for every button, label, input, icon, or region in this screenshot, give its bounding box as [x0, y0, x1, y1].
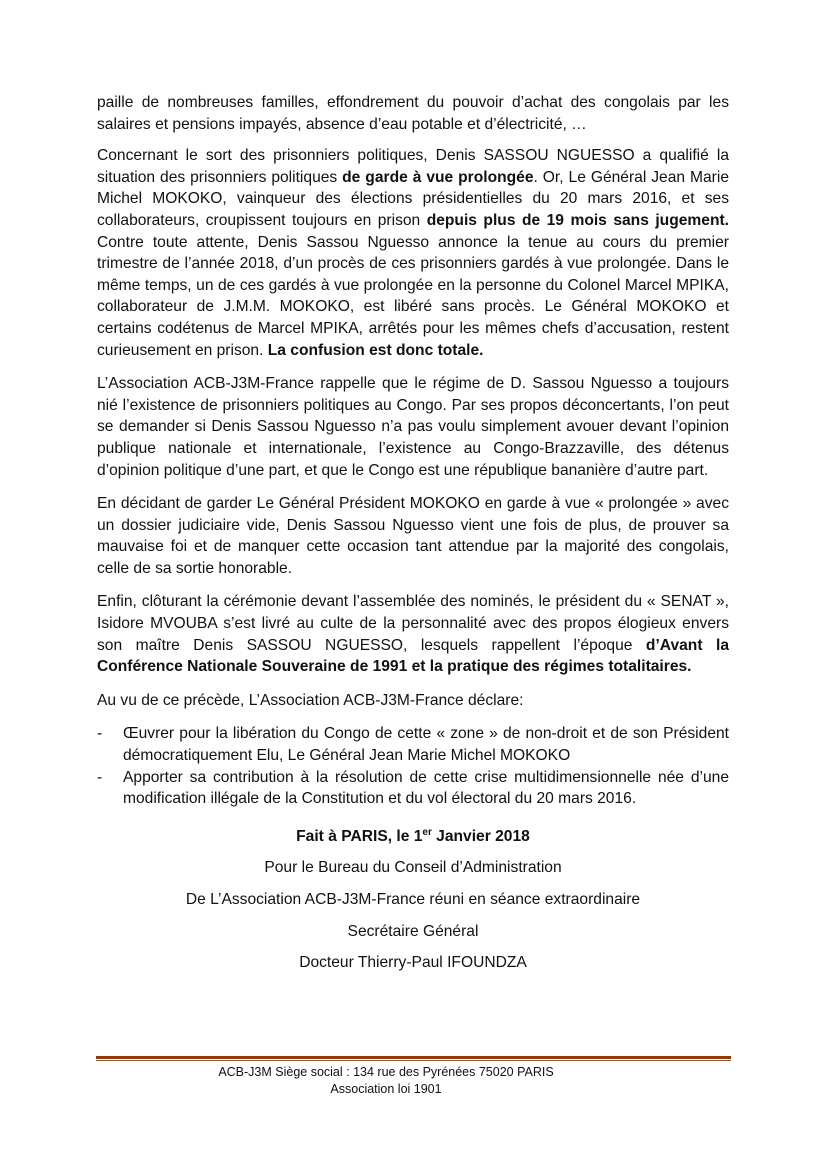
list-item — [97, 767, 729, 810]
signature-title: Secrétaire Général — [347, 922, 479, 940]
paragraph-declaration-intro: Au vu de ce précède, L’Association ACB-J3M-France déclare: — [97, 691, 524, 709]
list-item — [97, 723, 729, 766]
signatory-name: Docteur Thierry-Paul IFOUNDZA — [299, 954, 527, 972]
dash-bullet-icon: - — [97, 725, 103, 743]
dash-bullet-icon: - — [97, 768, 103, 786]
footer-rule-thin — [96, 1060, 731, 1061]
document-body — [97, 92, 729, 984]
paragraph-political-prisoners — [97, 145, 729, 361]
bold-text: d’Avant la Conférence Nationale Souveraine de 1991 et la pratique des régimes totalitaires. — [97, 636, 729, 676]
bold-text: La confusion est donc totale. — [267, 341, 484, 359]
text-span: Enfin, clôturant la cérémonie devant l’assemblée des nominés, le président du « SENAT », Isidore MVOUBA s’est livré au culte de la personnalité avec des propos élogieux envers son maître Denis SASSOU NGUESSO, lesquels rappellent l’époque — [97, 593, 729, 654]
footer-divider — [96, 1056, 731, 1062]
signature-line-association: De L’Association ACB-J3M-France réuni en séance extraordinaire — [185, 891, 641, 908]
footer-address: ACB-J3M Siège social : 134 rue des Pyrénées 75020 PARIS — [218, 1065, 554, 1079]
bold-text: de garde à vue prolongée — [342, 168, 534, 186]
text-span: Janvier 2018 — [431, 827, 530, 845]
page-footer — [96, 1064, 676, 1098]
text-span: Fait à PARIS, le 1 — [296, 827, 423, 845]
footer-legal-status: Association loi 1901 — [330, 1082, 442, 1096]
paragraph-association-reminder: L’Association ACB-J3M-France rappelle que le régime de D. Sassou Nguesso a toujours nié l’existence de prisonniers politiques au Congo. Par ses propos déconcertants, l’on peut se demander si Denis Sassou Nguesso n’a pas voulu simplement avouer devant l’opinion publique nationale et internationale, l’existence au Congo-Brazzaville, des détenus d’opinion politique d’une part, et que le Congo est une république bananière d’autre part. — [97, 375, 729, 479]
superscript: er — [422, 826, 432, 838]
paragraph-senat — [97, 591, 729, 677]
text-span: . Or, Le Général Jean Marie Michel MOKOKO, vainqueur des élections présidentielles du 20 mars 2016, et ses collaborateurs, croupissent toujours en prison — [97, 168, 729, 229]
paragraph-garde-a-vue: En décidant de garder Le Général Président MOKOKO en garde à vue « prolongée » avec un dossier judiciaire vide, Denis Sassou Nguesso vient une fois de plus, de prouver sa mauvaise foi et de manquer cette occasion tant attendue par la majorité des congolais, celle de sa sortie honorable. — [97, 495, 729, 577]
list-item-text: Œuvrer pour la libération du Congo de cette « zone » de non-droit et de son Président démocratiquement Elu, Le Général Jean Marie Michel MOKOKO — [123, 725, 729, 765]
signature-date — [97, 826, 729, 848]
signature-line-bureau: Pour le Bureau du Conseil d’Administration — [264, 859, 562, 877]
text-span: Contre toute attente, Denis Sassou Nguesso annonce la tenue au cours du premier trimestre de l’année 2018, d’un procès de ces prisonniers gardés à vue prolongée. Dans le même temps, un de ces gardés à vue prolongée en la personne du Colonel Marcel MPIKA, collaborateur de J.M.M. MOKOKO, est libéré sans procès. Le Général MOKOKO et certains codétenus de Marcel MPIKA, arrêtés pour les mêmes chefs d’accusation, restent curieusement en prison. — [97, 233, 729, 359]
bold-text: depuis plus de 19 mois sans jugement. — [426, 211, 729, 229]
text-span: Concernant le sort des prisonniers politiques, Denis SASSOU NGUESSO a qualifié la situation des prisonniers politiques — [97, 147, 729, 186]
list-item-text: Apporter sa contribution à la résolution de cette crise multidimensionnelle née d’une modification illégale de la Constitution et du vol électoral du 20 mars 2016. — [123, 768, 729, 808]
declarations-list — [97, 723, 729, 809]
paragraph-economic-crisis: paille de nombreuses familles, effondrement du pouvoir d’achat des congolais par les salaires et pensions impayés, absence d’eau potable et d’électricité, … — [97, 94, 729, 133]
